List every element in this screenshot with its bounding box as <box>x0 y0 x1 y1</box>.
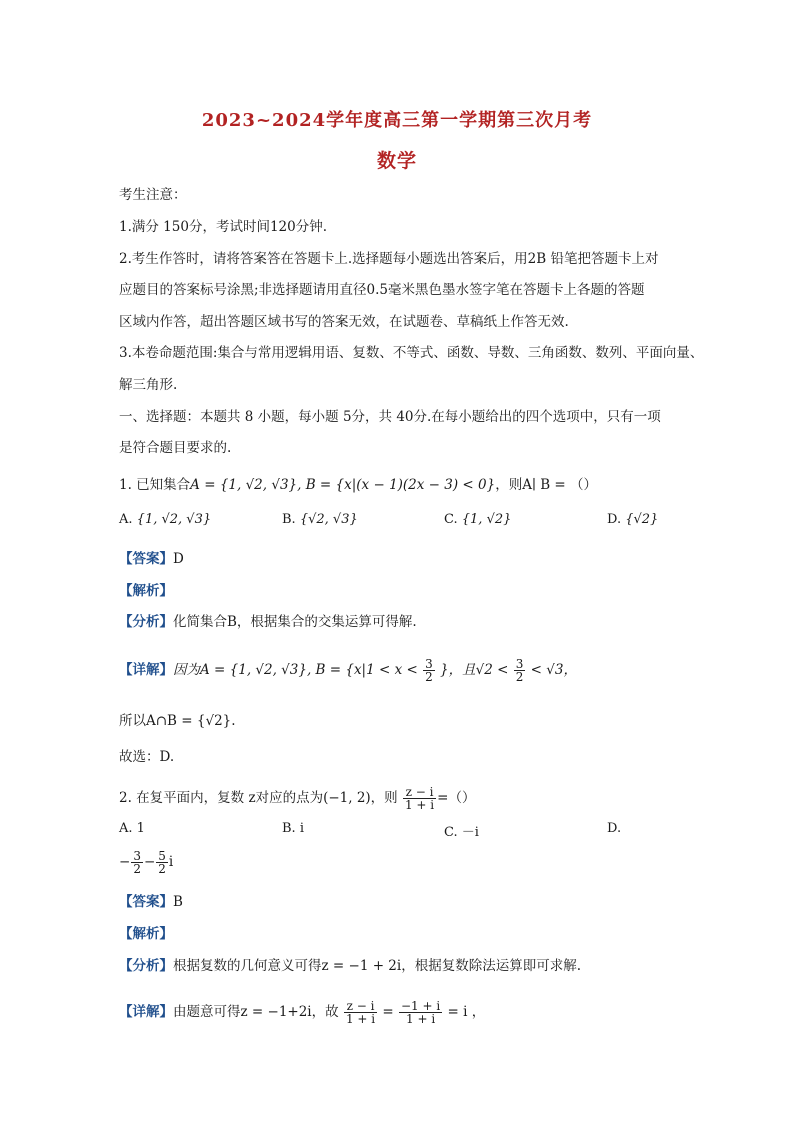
q1-detail-label: 【详解】 <box>119 662 173 678</box>
q2-fenxi <box>119 957 679 975</box>
q1-detail-sets: 因为A = {1, √2, √3}, B = {x|1 < x < <box>173 662 418 678</box>
section-heading-line-1: 一、选择题：本题共 8 小题，每小题 5分，共 40分.在每小题给出的四个选项中，只有一项 <box>119 409 661 425</box>
notice-item-3-line-2: 解三角形. <box>119 377 178 393</box>
q1-fenxi <box>119 613 679 631</box>
q1-option-c-value: {1, √2} <box>461 512 512 527</box>
q1-detail-end: < √3， <box>530 662 577 678</box>
q1-fenxi-label: 【分析】 <box>119 614 173 630</box>
q2-detail-label: 【详解】 <box>119 1004 173 1020</box>
subject-title: 数学 <box>376 150 417 172</box>
q1-set-a: A = {1, √2, √3} <box>190 477 298 493</box>
fraction-denominator: 1 + i <box>406 1012 436 1026</box>
q1-option-b <box>282 512 358 527</box>
q2-analysis-label <box>119 925 679 943</box>
q2-fenxi-text: 根据复数的几何意义可得z = −1 + 2i，根据复数除法运算即可求解. <box>173 958 581 974</box>
q1-detail <box>119 658 679 683</box>
q2-answer-value: B <box>173 894 183 910</box>
q1-option-d-label: D. <box>607 512 622 527</box>
q1-option-a <box>119 512 211 527</box>
q2-analysis-text: 【解析】 <box>119 926 173 942</box>
fraction-denominator: 2 <box>425 670 433 684</box>
notice-item-2-line-3: 区域内作答，超出答题区域书写的答案无效，在试题卷、草稿纸上作答无效. <box>119 314 569 330</box>
q1-stem-suffix: ，则A∣ B = （） <box>495 477 598 493</box>
notice-item-2-line-2: 应题目的答案标号涂黑;非选择题请用直径0.5毫米黑色墨水签字笔在答题卡上各题的答题 <box>119 282 645 298</box>
q1-detail-compare: }，且√2 < <box>440 662 509 678</box>
q2-stem-suffix: =（） <box>437 790 476 806</box>
q2-option-c: C. －i <box>444 825 479 840</box>
q1-analysis-label <box>119 582 679 600</box>
fraction-denominator: 2 <box>133 862 141 876</box>
q1-option-c-label: C. <box>444 512 458 527</box>
q2-detail-end: = i ， <box>447 1004 486 1020</box>
q2-stem-fraction <box>403 786 436 811</box>
fraction-denominator: 2 <box>158 862 166 876</box>
q2-detail-fraction-2 <box>399 1000 442 1025</box>
q2-fenxi-label: 【分析】 <box>119 958 173 974</box>
q1-answer-label: 【答案】 <box>119 551 173 567</box>
q1-fenxi-text: 化简集合B，根据集合的交集运算可得解. <box>173 614 417 630</box>
q2-answer-label: 【答案】 <box>119 894 173 910</box>
notice-item-3-line-1: 3.本卷命题范围:集合与常用逻辑用语、复数、不等式、函数、导数、三角函数、数列、平面向量、 <box>119 345 704 361</box>
q2-opt-d-fraction-1 <box>131 850 143 875</box>
q2-option-d: D. <box>607 821 622 836</box>
q1-analysis-text: 【解析】 <box>119 583 173 599</box>
q1-option-a-label: A. <box>119 512 133 527</box>
q2-option-b: B. i <box>282 821 304 836</box>
q2-detail-text: 由题意可得z = −1+2i，故 <box>173 1004 339 1020</box>
q1-option-a-value: {1, √2, √3} <box>136 512 212 527</box>
fraction-denominator: 1 + i <box>345 1012 376 1026</box>
q1-detail-fraction-2 <box>514 658 526 683</box>
q1-detail-fraction-1 <box>423 658 435 683</box>
notice-item-2-line-1: 2.考生作答时，请将答案答在答题卡上.选择题每小题选出答案后，用2B 铅笔把答题卡上对 <box>119 251 659 267</box>
q1-choose: 故选：D. <box>119 749 175 765</box>
fraction-numerator: 3 <box>515 657 524 671</box>
q1-answer-value: D <box>173 551 184 567</box>
q2-stem <box>119 786 679 811</box>
section-heading-line-2: 是符合题目要求的. <box>119 440 232 456</box>
q2-option-d-expression: − $\frac{3}{2}$ − $\frac{5}{2}$ i <box>119 849 174 876</box>
q2-opt-d-fraction-2 <box>156 850 168 875</box>
notice-item-1: 1.满分 150分，考试时间120分钟. <box>119 219 327 235</box>
q1-option-b-label: B. <box>282 512 296 527</box>
q2-detail: 【详解】由题意可得z = −1+2i，故 $\frac{z - i}{1 + i}$ = $\frac{-1 + i}{1 + i}$ = i ， <box>119 999 486 1026</box>
fraction-numerator: 5 <box>158 849 166 863</box>
q1-option-c <box>444 512 511 527</box>
fraction-numerator: z − i <box>403 786 436 799</box>
q1-stem <box>119 476 679 494</box>
fraction-numerator: 3 <box>425 657 433 671</box>
q1-option-d-value: {√2} <box>625 512 659 527</box>
fraction-denominator: 2 <box>515 670 524 684</box>
q1-option-b-value: {√2, √3} <box>299 512 358 527</box>
exam-title: 2023~2024学年度高三第一学期第三次月考 <box>201 110 593 131</box>
fraction-numerator: −1 + i <box>401 999 441 1013</box>
q2-answer <box>119 893 679 911</box>
q1-stem-prefix: 1. 已知集合 <box>119 477 191 493</box>
notice-heading: 考生注意： <box>119 187 187 203</box>
q2-stem-text: 2. 在复平面内，复数 z对应的点为(−1, 2)，则 <box>119 790 398 806</box>
q1-result: 所以A∩B = {√2}. <box>119 713 236 729</box>
q1-option-d <box>607 512 658 527</box>
fraction-numerator: z − i <box>344 1000 377 1013</box>
q2-detail-fraction-1 <box>344 1000 377 1025</box>
q1-set-b: , B = {x|(x − 1)(2x − 3) < 0} <box>297 477 496 493</box>
fraction-denominator: 1 + i <box>404 798 435 812</box>
fraction-numerator: 3 <box>133 849 141 863</box>
q2-option-a: A. 1 <box>119 821 145 836</box>
q1-answer <box>119 550 679 568</box>
